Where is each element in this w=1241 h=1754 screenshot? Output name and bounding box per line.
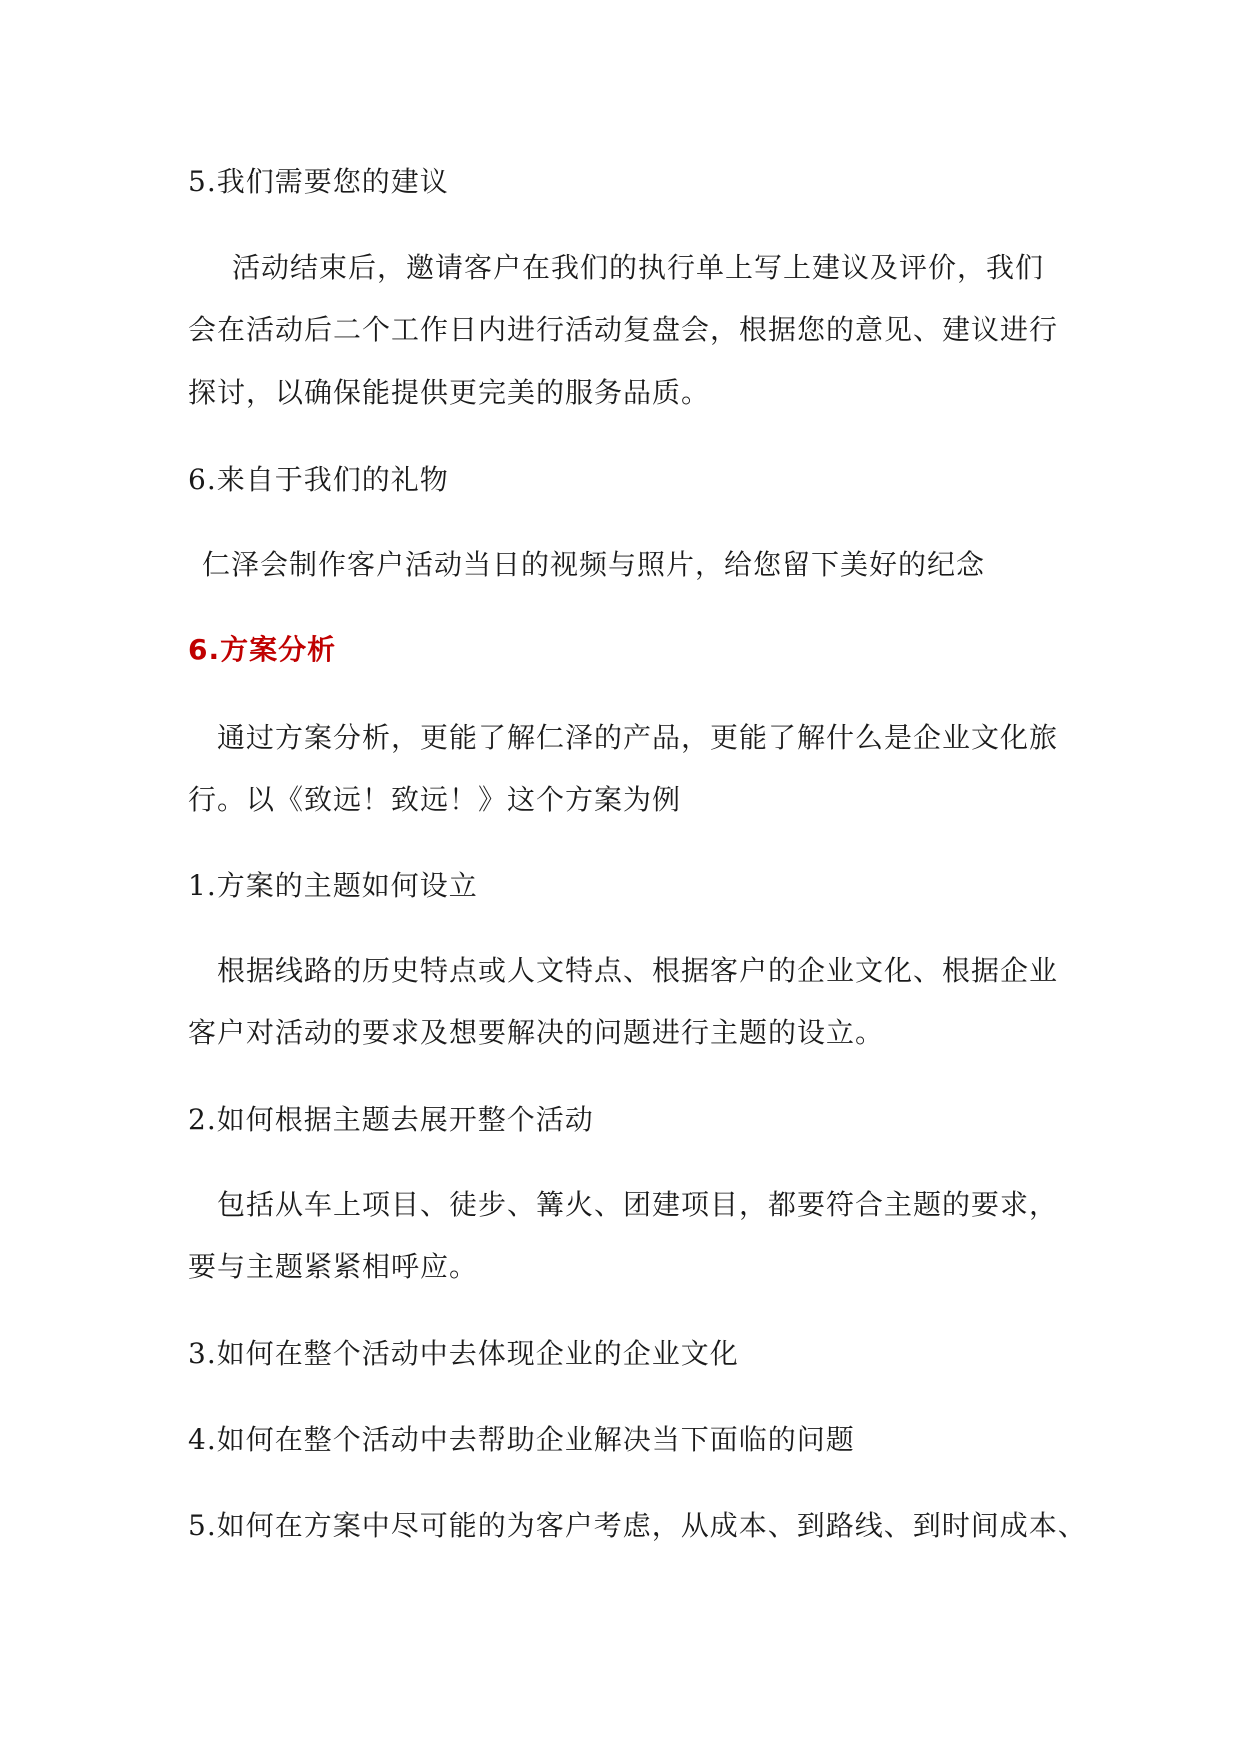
- item-heading-culture: 3.如何在整个活动中去体现企业的企业文化: [188, 1337, 739, 1370]
- paragraph-line: 通过方案分析，更能了解仁泽的产品，更能了解什么是企业文化旅: [217, 721, 1059, 754]
- paragraph-line: 会在活动后二个工作日内进行活动复盘会，根据您的意见、建议进行: [188, 313, 1059, 346]
- item-heading-expand: 2.如何根据主题去展开整个活动: [188, 1103, 594, 1136]
- item-heading-problems: 4.如何在整个活动中去帮助企业解决当下面临的问题: [188, 1423, 855, 1456]
- item-heading-suggestions: 5.我们需要您的建议: [188, 165, 449, 198]
- paragraph-line: 行。以《致远！致远！》这个方案为例: [188, 783, 682, 816]
- paragraph-line: 活动结束后，邀请客户在我们的执行单上写上建议及评价，我们: [232, 251, 1045, 284]
- item-heading-customer: 5.如何在方案中尽可能的为客户考虑，从成本、到路线、到时间成本、: [188, 1509, 1087, 1542]
- paragraph-line: 根据线路的历史特点或人文特点、根据客户的企业文化、根据企业: [217, 954, 1059, 987]
- paragraph-line: 仁泽会制作客户活动当日的视频与照片，给您留下美好的纪念: [202, 548, 986, 581]
- paragraph-line: 探讨，以确保能提供更完美的服务品质。: [188, 376, 711, 409]
- paragraph-line: 客户对活动的要求及想要解决的问题进行主题的设立。: [188, 1016, 885, 1049]
- paragraph-line: 要与主题紧紧相呼应。: [188, 1250, 479, 1283]
- section-heading-plan-analysis: 6.方案分析: [188, 633, 337, 666]
- item-heading-gift: 6.来自于我们的礼物: [188, 463, 449, 496]
- item-heading-theme: 1.方案的主题如何设立: [188, 869, 478, 902]
- paragraph-line: 包括从车上项目、徒步、篝火、团建项目，都要符合主题的要求，: [217, 1188, 1059, 1221]
